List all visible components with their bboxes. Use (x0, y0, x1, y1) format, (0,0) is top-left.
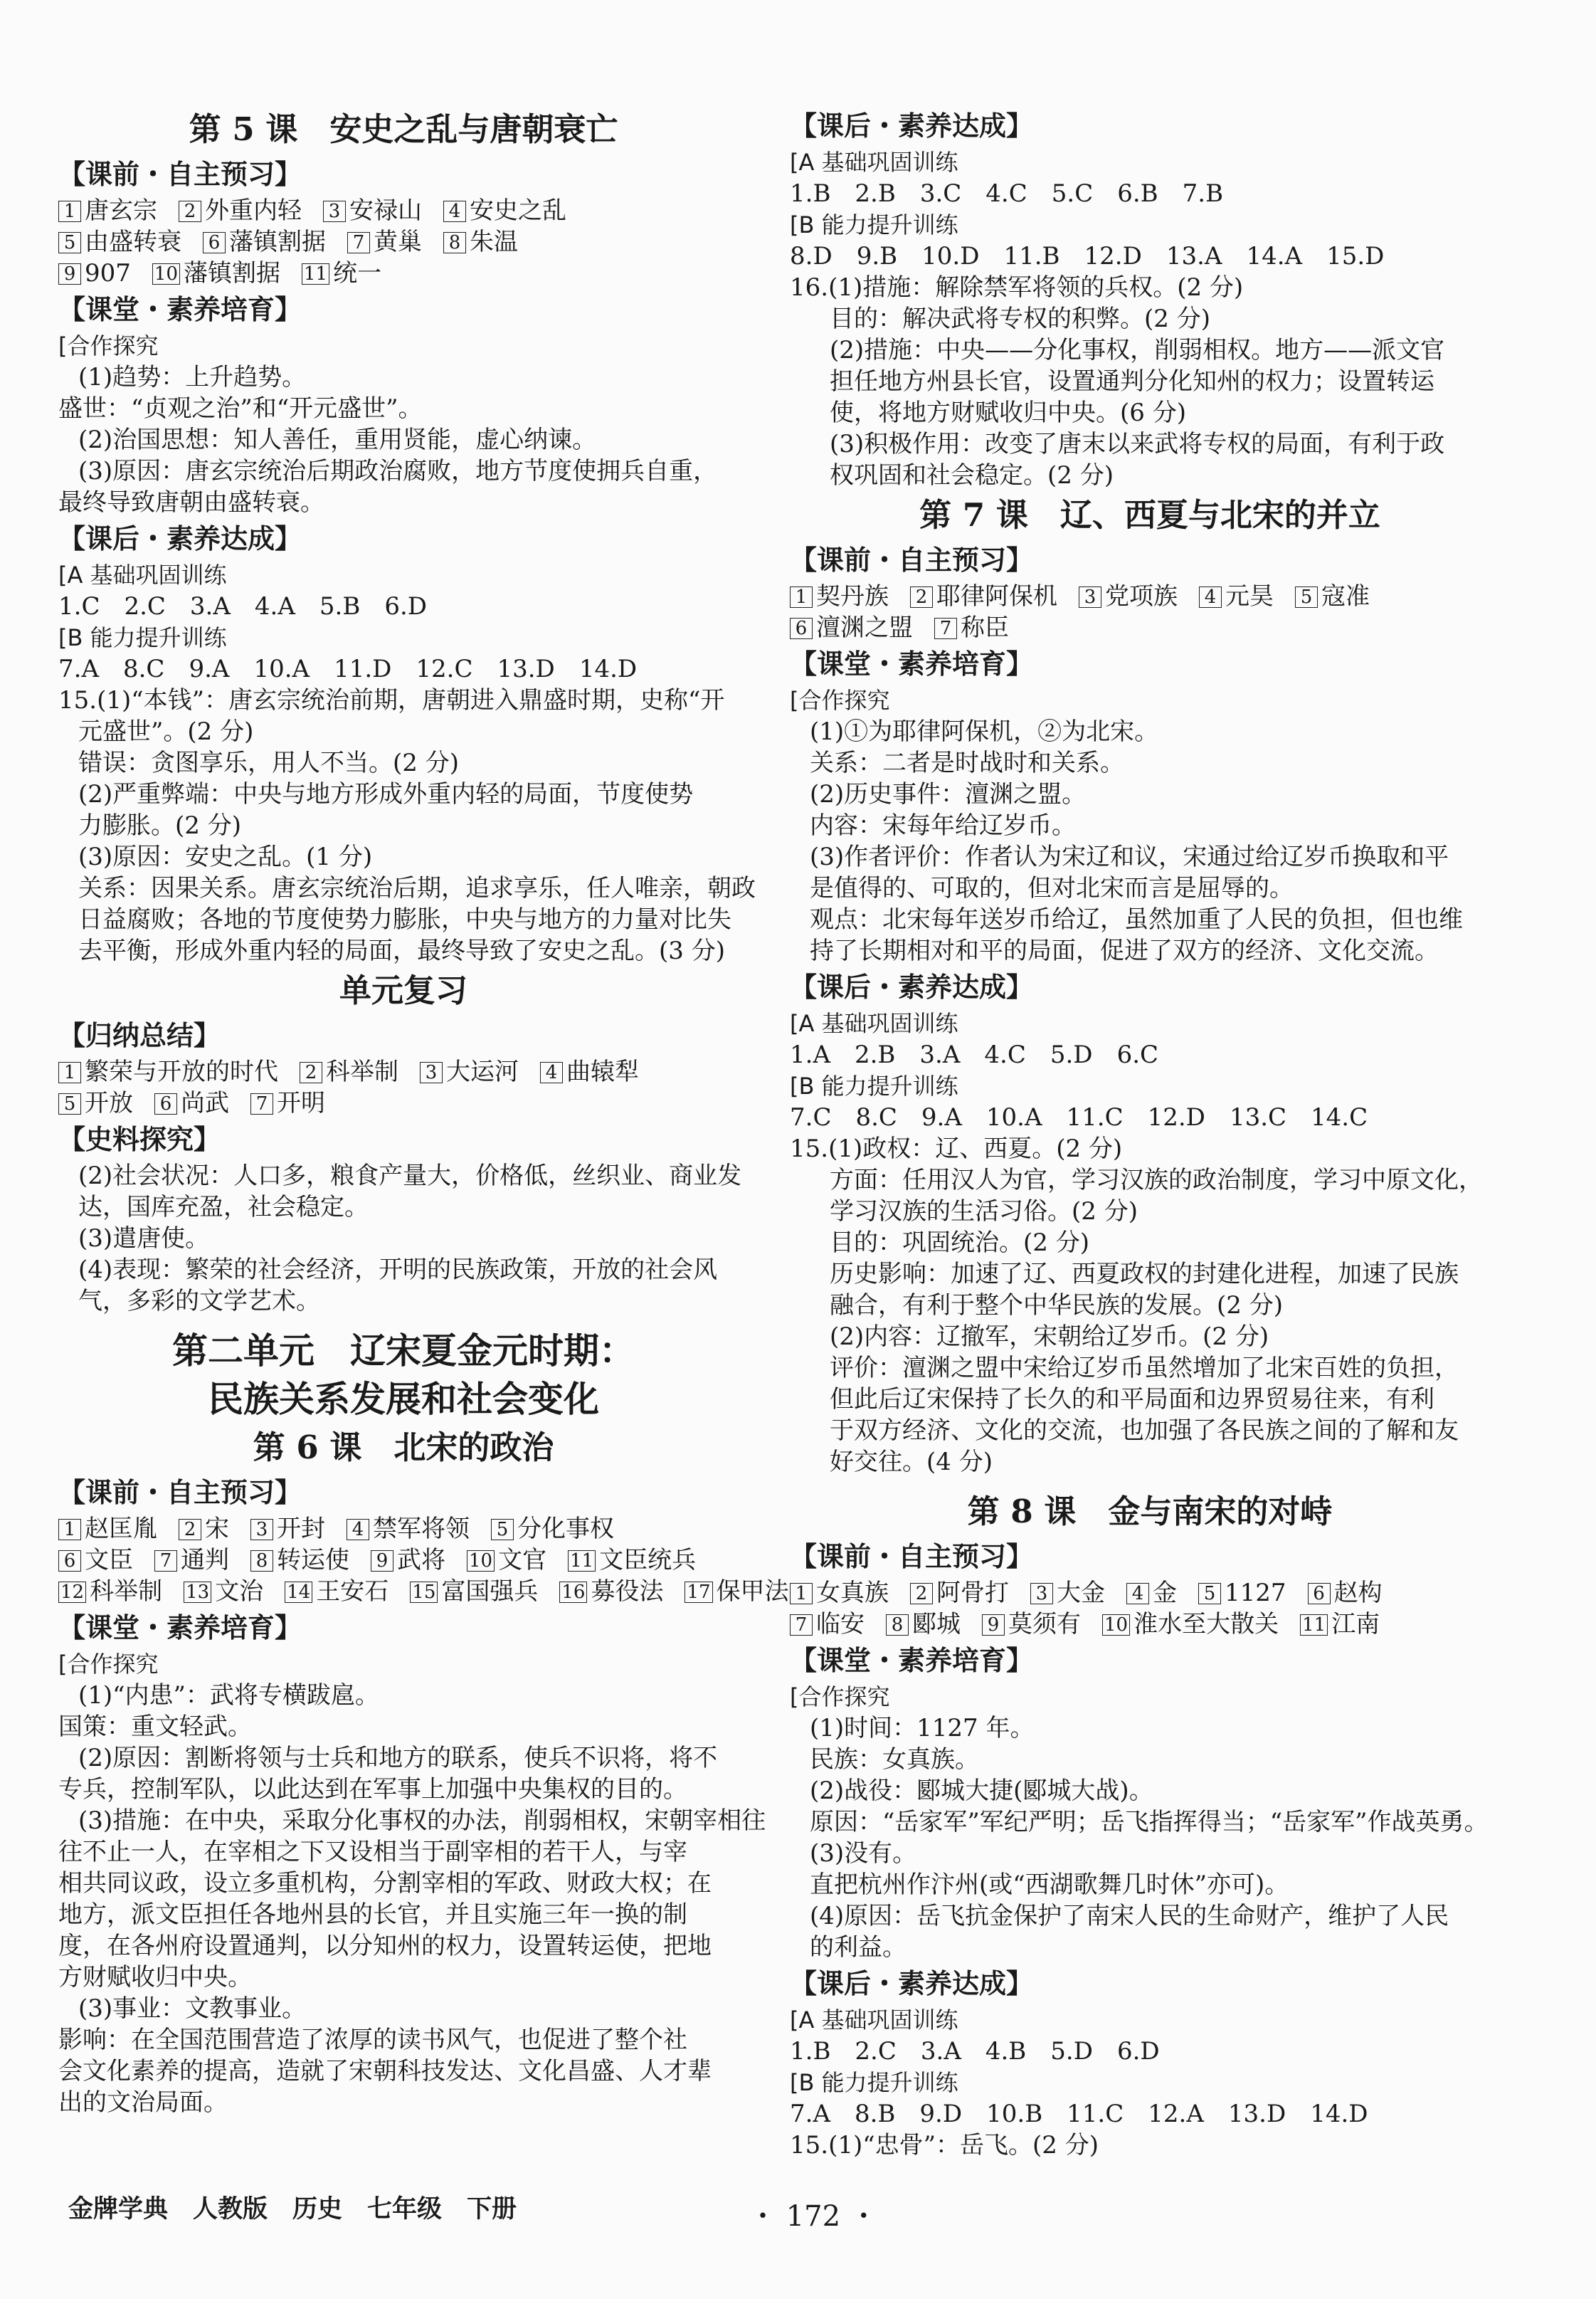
answer-text-line: 是值得的、可取的，但对北宋而言是屈辱的。 (810, 874, 1294, 903)
answer-text-line: 好交往。(4 分) (830, 1448, 993, 1476)
answer-line: 15.(1)“忠骨”：岳飞。(2 分) (790, 2131, 1099, 2159)
answer-number-box: 1 (790, 1583, 813, 1604)
answer-number-box: 9 (58, 263, 81, 285)
answer-text: 统一 (333, 259, 382, 288)
answer-text-line: (1)趋势：上升趋势。 (78, 363, 307, 391)
answer-number-box: 7 (790, 1614, 813, 1636)
page-number: ・ 172 ・ (749, 2200, 878, 2233)
numbered-answer (410, 1576, 538, 1607)
answer-number-box: 4 (540, 1062, 563, 1083)
answer-number-box: 2 (179, 201, 201, 222)
section-header: 【课后・素养达成】 (790, 972, 1034, 1003)
numbered-answer (910, 1577, 1009, 1609)
lesson-6-coop-answers (58, 1680, 766, 2118)
numbered-answer (179, 195, 302, 226)
answer-text-line: 于双方经济、文化的交流，也加强了各民族之间的了解和友 (830, 1416, 1459, 1445)
lesson-5-preview-answers (58, 195, 749, 289)
numbered-answer (58, 1576, 162, 1607)
answer-text: 莫须有 (1008, 1610, 1081, 1638)
lesson-8-title: 第 8 课 金与南宋的对峙 (967, 1493, 1333, 1530)
answer-number-box: 7 (154, 1550, 177, 1572)
answer-number-box: 4 (443, 201, 466, 222)
answer-number-box: 10 (1102, 1614, 1130, 1636)
answer-text: 寇准 (1321, 582, 1370, 611)
numbered-answer (58, 195, 157, 226)
review-summary-answers (58, 1056, 749, 1119)
numbered-answer (790, 1577, 889, 1609)
answer-number-box: 4 (1199, 586, 1222, 608)
answer-text-line: 权巩固和社会稳定。(2 分) (830, 461, 1114, 490)
answer-text: 江南 (1331, 1610, 1380, 1638)
lesson-5-title: 第 5 课 安史之乱与唐朝衰亡 (189, 110, 618, 148)
answer-text: 澶渊之盟 (816, 614, 913, 642)
subsection-header: [合作探究 (58, 332, 159, 359)
answer-text: 繁荣与开放的时代 (85, 1058, 278, 1086)
numbered-answer (559, 1576, 663, 1607)
answer-text: 由盛转衰 (85, 228, 181, 256)
lesson-7-q15 (790, 1133, 1510, 1478)
answer-number-box: 8 (886, 1614, 909, 1636)
section-header: 【课前・自主预习】 (58, 1477, 302, 1508)
section-header: 【归纳总结】 (58, 1020, 221, 1051)
section-header: 【课堂・素养培育】 (58, 1612, 302, 1643)
answer-text-line: (3)措施：在中央，采取分化事权的办法，削弱相权，宋朝宰相往 (78, 1806, 766, 1835)
answer-text: 文官 (498, 1546, 547, 1574)
answer-text-line: 力膨胀。(2 分) (78, 811, 241, 840)
numbered-answer (1126, 1577, 1177, 1609)
answer-text-line: 度，在各州府设置通判，以分知州的权力，设置转运使，把地 (58, 1932, 712, 1960)
answer-text-line: 学习汉族的生活习俗。(2 分) (830, 1197, 1138, 1226)
numbered-answer (58, 1545, 133, 1576)
answer-text: 阿骨打 (936, 1579, 1009, 1607)
answer-text-line: 观点：北宋每年送岁币给辽，虽然加重了人民的负担，但也维 (810, 905, 1463, 934)
numbered-answer (250, 1545, 349, 1576)
answer-line: 1.A 2.B 3.A 4.C 5.D 6.C (790, 1041, 1159, 1069)
numbered-answer (152, 258, 280, 289)
lesson-6-q16 (790, 272, 1510, 491)
answer-number-box: 1 (790, 586, 813, 608)
answer-text: 外重内轻 (205, 196, 302, 225)
answer-text-line: (3)原因：唐玄宗统治后期政治腐败，地方节度使拥兵自重， (78, 457, 718, 485)
section-header: 【课后・素养达成】 (58, 523, 302, 554)
answer-number-box: 1 (58, 1519, 81, 1540)
answer-number-box: 9 (371, 1550, 393, 1572)
answer-number-box: 2 (179, 1519, 201, 1540)
answer-text-line: 最终导致唐朝由盛转衰。 (58, 488, 324, 517)
answer-text-line: 但此后辽宋保持了长久的和平局面和边界贸易往来，有利 (830, 1385, 1434, 1414)
answer-text-line: (4)表现：繁荣的社会经济，开明的民族政策，开放的社会风 (78, 1256, 718, 1284)
numbered-answer (347, 1513, 470, 1545)
numbered-answer (934, 612, 1009, 643)
answer-text-line: (2)原因：割断将领与士兵和地方的联系，使兵不识将，将不 (78, 1744, 718, 1772)
answer-text: 募役法 (591, 1577, 664, 1606)
answer-number-box: 3 (1079, 586, 1101, 608)
numbered-answer (250, 1513, 325, 1545)
numbered-answer (58, 226, 181, 258)
answer-text-line: (1)“内患”：武将专横跋扈。 (78, 1681, 379, 1710)
answer-text: 科举制 (90, 1577, 163, 1606)
answer-text-line: (1)①为耶律阿保机，②为北宋。 (810, 717, 1159, 746)
answer-text-line: (2)历史事件：澶渊之盟。 (810, 780, 1087, 809)
answer-line: 7.C 8.C 9.A 10.A 11.C 12.D 13.C 14.C (790, 1103, 1368, 1132)
answer-text-line: 方财赋收归中央。 (58, 1963, 252, 1992)
answer-text: 安史之乱 (470, 196, 566, 225)
lesson-7-preview-answers (790, 581, 1510, 643)
answer-number-box: 3 (323, 201, 346, 222)
answer-text: 文治 (215, 1577, 264, 1606)
answer-text-line: 关系：因果关系。唐玄宗统治后期，追求享乐，任人唯亲，朝政 (78, 874, 756, 903)
numbered-answer (58, 258, 131, 289)
answer-text-line: (2)措施：中央——分化事权，削弱相权。地方——派文官 (830, 336, 1445, 364)
answer-text-line: 评价：澶渊之盟中宋给辽岁币虽然增加了北宋百姓的负担， (830, 1354, 1459, 1382)
answer-number-box: 1 (58, 201, 81, 222)
answer-text-line: (2)战役：郾城大捷(郾城大战)。 (810, 1777, 1153, 1805)
answer-text-line: (3)积极作用：改变了唐末以来武将专权的局面，有利于政 (830, 430, 1445, 458)
subsection-header: [合作探究 (58, 1651, 159, 1678)
numbered-answer (790, 1609, 865, 1640)
answer-text-line: 目的：巩固统治。(2 分) (830, 1229, 1089, 1257)
answer-number-box: 9 (982, 1614, 1005, 1636)
numbered-answer (1300, 1609, 1380, 1640)
answer-text: 富国强兵 (441, 1577, 539, 1606)
numbered-answer (1308, 1577, 1383, 1609)
left-column (58, 105, 789, 2118)
answer-text-line: 专兵，控制军队，以此达到在军事上加强中央集权的目的。 (58, 1775, 687, 1804)
section-header: 【课前・自主预习】 (790, 1541, 1034, 1572)
section-header: 【课堂・素养培育】 (790, 1645, 1034, 1676)
answer-text-line: 日益腐败；各地的节度使势力膨胀，中央与地方的力量对比失 (78, 905, 731, 934)
answer-number-box: 5 (58, 1093, 81, 1115)
right-column (790, 105, 1510, 2161)
subsection-header: [合作探究 (790, 1683, 890, 1710)
answer-text-line: 会文化素养的提高，造就了宋朝科技发达、文化昌盛、人才辈 (58, 2057, 712, 2085)
numbered-answer (302, 258, 381, 289)
numbered-answer (58, 1056, 278, 1088)
answer-text: 武将 (397, 1546, 445, 1574)
section-header: 【课堂・素养培育】 (790, 648, 1034, 680)
answer-row (790, 1609, 1510, 1640)
answer-text: 通判 (181, 1546, 229, 1574)
lesson-8-coop-answers (790, 1713, 1510, 1963)
answer-text-line: 15.(1)“本钱”：唐玄宗统治前期，唐朝进入鼎盛时期，史称“开 (58, 686, 725, 715)
answer-text: 保甲法 (716, 1577, 789, 1606)
answer-text: 王安石 (316, 1577, 389, 1606)
answer-text: 尚武 (181, 1089, 229, 1117)
answer-row (790, 612, 1510, 643)
answer-text: 开封 (277, 1515, 325, 1543)
numbered-answer (154, 1545, 229, 1576)
numbered-answer (886, 1609, 961, 1640)
answer-line: 1.C 2.C 3.A 4.A 5.B 6.D (58, 592, 428, 621)
unit-2-title: 第二单元 辽宋夏金元时期： (172, 1330, 635, 1372)
answer-text: 大运河 (446, 1058, 519, 1086)
answer-text-line: 相共同议政，设立多重机构，分割宰相的军政、财政大权；在 (58, 1869, 712, 1898)
answer-text-line: 方面：任用汉人为官，学习汉族的政治制度，学习中原文化， (830, 1166, 1483, 1194)
lesson-7-title: 第 7 课 辽、西夏与北宋的并立 (919, 496, 1380, 534)
answer-text: 开放 (85, 1089, 133, 1117)
answer-line: 7.A 8.C 9.A 10.A 11.D 12.C 13.D 14.D (58, 655, 638, 683)
answer-text-line: 关系：二者是时战时和关系。 (810, 749, 1124, 777)
answer-number-box: 2 (910, 1583, 933, 1604)
answer-number-box: 16 (559, 1582, 587, 1603)
answer-number-box: 5 (1198, 1583, 1221, 1604)
answer-text: 郾城 (912, 1610, 961, 1638)
answer-number-box: 1 (58, 1062, 81, 1083)
numbered-answer (540, 1056, 639, 1088)
answer-text-line: 直把杭州作汴州(或“西湖歌舞几时休”亦可)。 (810, 1871, 1289, 1899)
numbered-answer (982, 1609, 1081, 1640)
numbered-answer (1030, 1577, 1105, 1609)
answer-number-box: 6 (154, 1093, 177, 1115)
answer-number-box: 11 (302, 263, 329, 285)
lesson-6-preview-answers (58, 1513, 789, 1607)
section-header: 【课前・自主预习】 (790, 544, 1034, 576)
answer-text: 称臣 (961, 614, 1009, 642)
answer-text-line: 错误：贪图享乐，用人不当。(2 分) (78, 749, 459, 777)
section-header: 【课后・素养达成】 (790, 110, 1034, 142)
answer-text: 藩镇割据 (229, 228, 326, 256)
answer-text-line: 内容：宋每年给辽岁币。 (810, 811, 1076, 840)
subsection-header: [B 能力提升训练 (790, 1073, 958, 1100)
answer-line: 8.D 9.B 10.D 11.B 12.D 13.A 14.A 15.D (790, 242, 1385, 270)
answer-line: 1.B 2.B 3.C 4.C 5.C 6.B 7.B (790, 179, 1224, 208)
answer-text: 安禄山 (349, 196, 422, 225)
subsection-header: [A 基础巩固训练 (790, 149, 958, 176)
numbered-answer (685, 1576, 788, 1607)
section-header: 【课堂・素养培育】 (58, 294, 302, 325)
answer-text-line: 往不止一人，在宰相之下又设相当于副宰相的若干人，与宰 (58, 1838, 687, 1866)
answer-number-box: 12 (58, 1582, 86, 1603)
answer-text: 大金 (1057, 1579, 1105, 1607)
answer-number-box: 6 (1308, 1583, 1331, 1604)
answer-row (58, 1545, 749, 1576)
numbered-answer (790, 612, 913, 643)
answer-text-line: 出的文治局面。 (58, 2088, 228, 2117)
answer-row (58, 258, 749, 289)
answer-number-box: 5 (491, 1519, 514, 1540)
answer-line: 1.B 2.C 3.A 4.B 5.D 6.D (790, 2037, 1160, 2066)
answer-text: 1127 (1225, 1579, 1286, 1607)
answer-number-box: 2 (300, 1062, 322, 1083)
answer-row (58, 1576, 789, 1607)
answer-text-line: 融合，有利于整个中华民族的发展。(2 分) (830, 1291, 1283, 1320)
answer-text-line: 担任地方州县长官，设置通判分化知州的权力；设置转运 (830, 367, 1434, 396)
numbered-answer (568, 1545, 696, 1576)
answer-number-box: 14 (285, 1582, 312, 1603)
answer-text-line: 目的：解决武将专权的积弊。(2 分) (830, 305, 1210, 333)
numbered-answer (58, 1088, 133, 1119)
answer-row (790, 581, 1510, 612)
answer-text-line: (2)社会状况：人口多，粮食产量大，价格低，丝织业、商业发 (78, 1162, 742, 1190)
answer-text: 文臣统兵 (599, 1546, 697, 1574)
answer-number-box: 7 (934, 618, 957, 639)
answer-text-line: (3)没有。 (810, 1839, 917, 1868)
answer-text-line: 原因：“岳家军”军纪严明；岳飞指挥得当；“岳家军”作战英勇。 (810, 1808, 1489, 1836)
answer-row (58, 226, 749, 258)
answer-text: 金 (1153, 1579, 1177, 1607)
answer-text-line: (3)事业：文教事业。 (78, 1994, 307, 2023)
answer-text-line: (2)治国思想：知人善任，重用贤能，虚心纳谏。 (78, 426, 597, 454)
answer-number-box: 3 (250, 1519, 273, 1540)
answer-row (58, 1513, 749, 1545)
numbered-answer (285, 1576, 389, 1607)
answer-text: 黄巢 (374, 228, 422, 256)
subsection-header: [A 基础巩固训练 (790, 1010, 958, 1037)
answer-text: 耶律阿保机 (936, 582, 1057, 611)
answer-text: 淮水至大散关 (1133, 1610, 1279, 1638)
answer-text: 科举制 (326, 1058, 398, 1086)
review-source-answers (58, 1160, 749, 1317)
numbered-answer (347, 226, 422, 258)
answer-text: 元昊 (1225, 582, 1274, 611)
answer-number-box: 13 (184, 1582, 211, 1603)
numbered-answer (420, 1056, 519, 1088)
answer-row (58, 1088, 749, 1119)
answer-number-box: 4 (1126, 1583, 1149, 1604)
numbered-answer (371, 1545, 445, 1576)
answer-text: 转运使 (277, 1546, 349, 1574)
section-header: 【课前・自主预习】 (58, 159, 302, 190)
numbered-answer (491, 1513, 614, 1545)
answer-text: 唐玄宗 (85, 196, 157, 225)
lesson-6-title: 第 6 课 北宋的政治 (253, 1429, 554, 1466)
answer-text: 907 (85, 259, 131, 288)
answer-number-box: 15 (410, 1582, 438, 1603)
numbered-answer (1102, 1609, 1279, 1640)
numbered-answer (154, 1088, 229, 1119)
answer-text-line: 16.(1)措施：解除禁军将领的兵权。(2 分) (790, 273, 1244, 302)
answer-text: 赵匡胤 (85, 1515, 157, 1543)
lesson-5-coop-answers (58, 362, 749, 518)
answer-number-box: 5 (58, 232, 81, 253)
answer-text: 赵构 (1333, 1579, 1383, 1607)
answer-text-line: 达，国库充盈，社会稳定。 (78, 1193, 369, 1221)
answer-text: 女真族 (816, 1579, 889, 1607)
numbered-answer (910, 581, 1057, 612)
numbered-answer (790, 581, 889, 612)
answer-text: 宋 (205, 1515, 229, 1543)
answer-text-line: (4)原因：岳飞抗金保护了南宋人民的生命财产，维护了人民 (810, 1902, 1449, 1930)
answer-number-box: 10 (152, 263, 180, 285)
answer-text: 藩镇割据 (184, 259, 280, 288)
section-header: 【课后・素养达成】 (790, 1968, 1034, 1999)
numbered-answer (1198, 1577, 1286, 1609)
numbered-answer (179, 1513, 229, 1545)
answer-number-box: 4 (347, 1519, 369, 1540)
answer-text-line: (2)内容：辽撤军，宋朝给辽岁币。(2 分) (830, 1322, 1269, 1351)
answer-text: 文臣 (85, 1546, 133, 1574)
lesson-5-q15 (58, 685, 756, 967)
section-header: 【史料探究】 (58, 1124, 221, 1155)
answer-text-line: 历史影响：加速了辽、西夏政权的封建化进程，加速了民族 (830, 1260, 1459, 1288)
answer-text-line: (1)时间：1127 年。 (810, 1714, 1035, 1742)
lesson-7-coop-answers (790, 716, 1510, 967)
answer-text: 党项族 (1105, 582, 1178, 611)
unit-review-title: 单元复习 (339, 972, 467, 1009)
answer-number-box: 3 (1030, 1583, 1053, 1604)
answer-number-box: 7 (347, 232, 370, 253)
answer-number-box: 6 (203, 232, 226, 253)
answer-number-box: 3 (420, 1062, 443, 1083)
subsection-header: [A 基础巩固训练 (58, 562, 227, 589)
answer-text: 曲辕犁 (566, 1058, 639, 1086)
answer-text-line: 地方，派文臣担任各地州县的长官，并且实施三年一换的制 (58, 1900, 687, 1929)
lesson-8-preview-answers (790, 1577, 1510, 1640)
answer-number-box: 2 (910, 586, 933, 608)
answer-text: 分化事权 (517, 1515, 614, 1543)
answer-number-box: 8 (443, 232, 466, 253)
answer-text-line: 的利益。 (810, 1933, 907, 1962)
answer-line: 7.A 8.B 9.D 10.B 11.C 12.A 13.D 14.D (790, 2100, 1368, 2128)
numbered-answer (1079, 581, 1178, 612)
answer-row (58, 1056, 749, 1088)
subsection-header: [合作探究 (790, 687, 890, 714)
answer-text-line: (3)遣唐使。 (78, 1224, 210, 1253)
answer-text: 开明 (277, 1089, 325, 1117)
numbered-answer (250, 1088, 325, 1119)
answer-text-line: 去平衡，形成外重内轻的局面，最终导致了安史之乱。(3 分) (78, 937, 725, 965)
book-footer: 金牌学典 人教版 历史 七年级 下册 (68, 2195, 517, 2224)
answer-text-line: 盛世：“贞观之治”和“开元盛世”。 (58, 394, 423, 423)
answer-number-box: 5 (1295, 586, 1318, 608)
answer-text-line: 使，将地方财赋收归中央。(6 分) (830, 399, 1186, 427)
answer-text-line: 元盛世”。(2 分) (78, 717, 254, 746)
numbered-answer (203, 226, 326, 258)
answer-text-line: 持了长期相对和平的局面，促进了双方的经济、文化交流。 (810, 937, 1439, 965)
unit-2-subtitle: 民族关系发展和社会变化 (208, 1378, 599, 1420)
numbered-answer (443, 226, 518, 258)
numbered-answer (443, 195, 566, 226)
numbered-answer (467, 1545, 546, 1576)
answer-text-line: 气，多彩的文学艺术。 (78, 1287, 320, 1315)
answer-number-box: 6 (790, 618, 813, 639)
answer-text: 临安 (816, 1610, 865, 1638)
subsection-header: [B 能力提升训练 (790, 2069, 958, 2096)
answer-row (58, 195, 749, 226)
numbered-answer (1295, 581, 1370, 612)
answer-number-box: 6 (58, 1550, 81, 1572)
answer-text-line: 15.(1)政权：辽、西夏。(2 分) (790, 1135, 1123, 1163)
subsection-header: [B 能力提升训练 (58, 624, 227, 651)
numbered-answer (184, 1576, 263, 1607)
answer-text-line: (3)原因：安史之乱。(1 分) (78, 843, 373, 871)
numbered-answer (300, 1056, 398, 1088)
numbered-answer (1199, 581, 1274, 612)
answer-number-box: 8 (250, 1550, 273, 1572)
answer-number-box: 7 (250, 1093, 273, 1115)
subsection-header: [B 能力提升训练 (790, 211, 958, 238)
answer-text-line: 民族：女真族。 (810, 1745, 979, 1774)
answer-text-line: (3)作者评价：作者认为宋辽和议，宋通过给辽岁币换取和平 (810, 843, 1449, 871)
answer-number-box: 11 (568, 1550, 596, 1572)
answer-text-line: (2)严重弊端：中央与地方形成外重内轻的局面，节度使势 (78, 780, 694, 809)
subsection-header: [A 基础巩固训练 (790, 2006, 958, 2034)
answer-text-line: 国策：重文轻武。 (58, 1713, 252, 1741)
answer-text: 朱温 (470, 228, 518, 256)
numbered-answer (58, 1513, 157, 1545)
answer-number-box: 10 (467, 1550, 495, 1572)
numbered-answer (323, 195, 422, 226)
answer-row (790, 1577, 1510, 1609)
answer-text-line: 影响：在全国范围营造了浓厚的读书风气，也促进了整个社 (58, 2026, 687, 2054)
answer-number-box: 11 (1300, 1614, 1328, 1636)
answer-number-box: 17 (685, 1582, 712, 1603)
answer-text: 契丹族 (816, 582, 889, 611)
answer-text: 禁军将领 (373, 1515, 470, 1543)
